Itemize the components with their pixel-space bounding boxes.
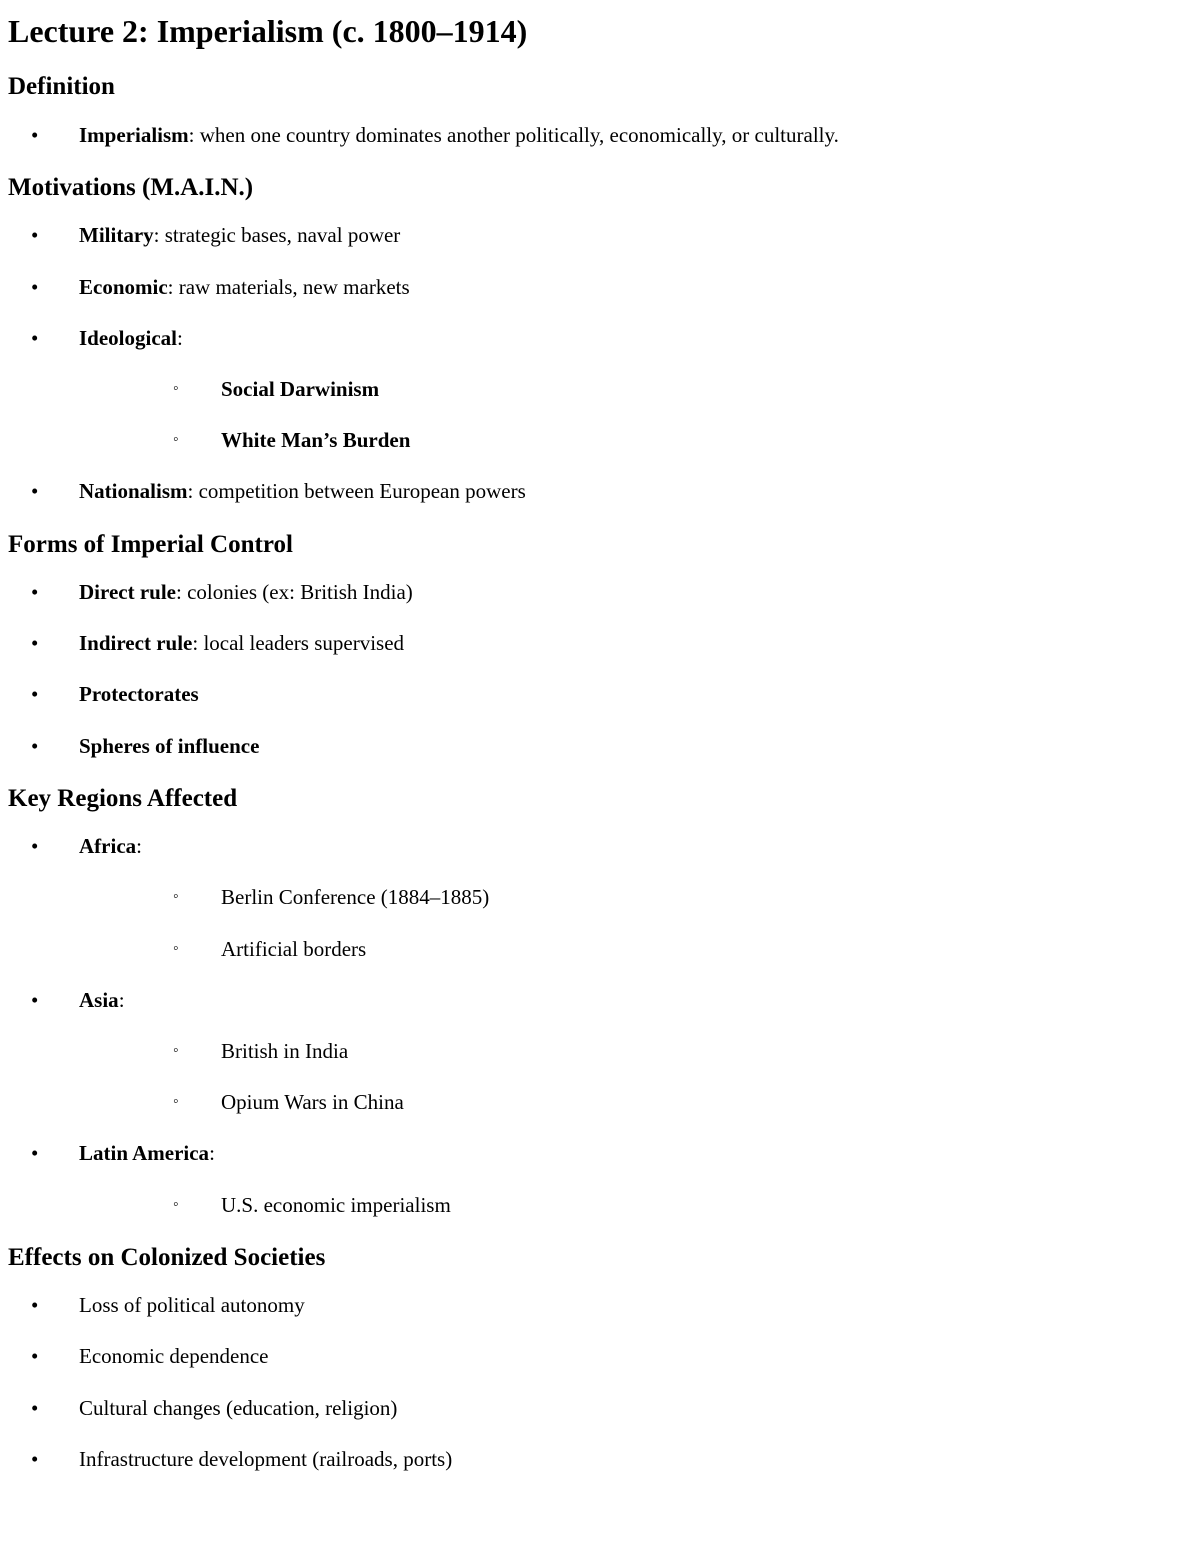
term: Direct rule [79,580,176,604]
description: : local leaders supervised [192,631,405,656]
list-item [8,479,1192,504]
list-item [8,682,1192,707]
section-forms [8,531,1192,759]
term: Economic [79,274,168,299]
motivations-list [8,223,1192,504]
term: Africa [79,834,137,859]
description: : colonies (ex: British India) [175,580,413,604]
sub-list [79,377,1192,453]
list-item [8,631,1192,656]
description: : [136,834,142,859]
sub-list-item: ◦ Artificial borders [79,937,1192,962]
list-item [8,580,1192,605]
term: Protectorates [79,682,199,707]
list-item [8,734,1192,759]
section-heading-definition: Definition [8,73,115,101]
document [0,14,1200,1472]
term: Asia [79,987,119,1012]
sub-list-item: ◦ British in India [79,1039,1192,1064]
term: Ideological [79,325,177,350]
term: Imperialism [79,122,189,147]
section-heading-motivations: Motivations (M.A.I.N.) [8,173,254,201]
sub-list-item: ◦ White Man’s Burden [79,428,1192,453]
sub-list-item: ◦ Social Darwinism [79,377,1192,402]
list-item [8,834,1192,962]
section-regions [8,785,1192,1218]
sub-list [79,1193,1192,1218]
description: : [118,987,125,1012]
description: : strategic bases, naval power [153,223,401,248]
list-item [8,988,1192,1116]
section-motivations [8,174,1192,505]
term: Military [79,223,154,248]
section-heading-effects: Effects on Colonized Societies [8,1243,326,1271]
sub-list-item: ◦ U.S. economic imperialism [79,1193,1192,1218]
section-heading-regions: Key Regions Affected [8,784,238,812]
sub-list-item: ◦ Berlin Conference (1884–1885) [79,885,1192,910]
list-item: • Cultural changes (education, religion) [8,1396,1192,1421]
list-item: • Loss of political autonomy [8,1293,1192,1318]
list-item [8,326,1192,454]
section-effects [8,1244,1192,1472]
list-item [8,123,1192,148]
section-definition [8,73,1192,148]
page-title: Lecture 2: Imperialism (c. 1800–1914) [8,13,528,49]
term: Latin America [79,1141,210,1166]
list-item: • Economic dependence [8,1344,1192,1369]
definition-list [8,123,1192,148]
list-item [8,223,1192,248]
description: : raw materials, new markets [167,274,410,299]
list-item [8,1141,1192,1217]
description: : competition between European powers [187,479,526,504]
description: : when one country dominates another politically, economically, or culturally. [188,122,839,147]
term: Indirect rule [79,631,193,656]
sub-list [79,885,1192,961]
sub-list-item: ◦ Opium Wars in China [79,1090,1192,1115]
effects-list [8,1293,1192,1472]
term: Nationalism [79,479,188,504]
regions-list [8,834,1192,1218]
description: : [209,1141,215,1166]
list-item: • Infrastructure development (railroads, ports) [8,1447,1192,1472]
list-item [8,275,1192,300]
term: Spheres of influence [79,733,260,758]
description: : [177,325,183,350]
section-heading-forms: Forms of Imperial Control [8,530,293,558]
forms-list [8,580,1192,759]
sub-list [79,1039,1192,1115]
